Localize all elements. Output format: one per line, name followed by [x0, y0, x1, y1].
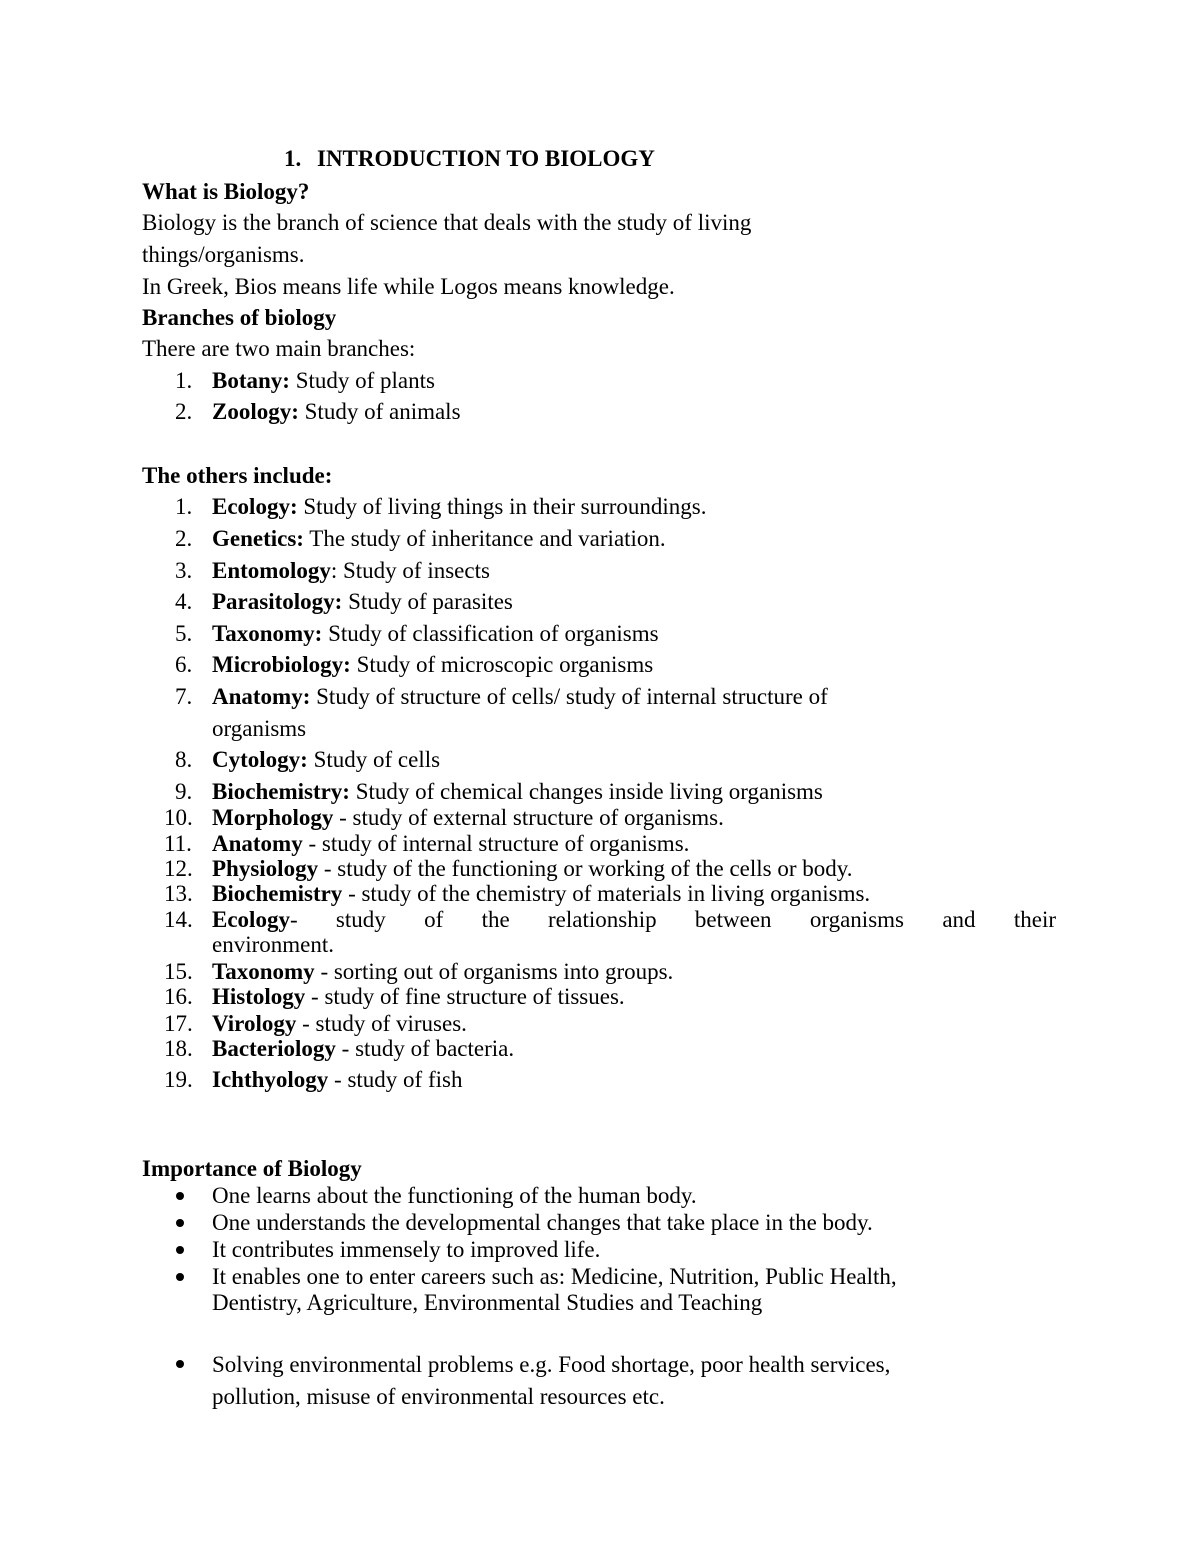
what-is-line: things/organisms. [142, 242, 305, 267]
title-number: 1. [284, 146, 302, 171]
bullet-item-continuation: Dentistry, Agriculture, Environmental Studies and Teaching [212, 1290, 763, 1315]
branches-heading: Branches of biology [142, 305, 337, 330]
list-item: Virology - study of viruses. [212, 1011, 467, 1036]
what-is-heading: What is Biology? [142, 179, 310, 204]
page-title [284, 147, 655, 170]
list-number: 1. [175, 494, 193, 519]
list-number: 8. [175, 747, 193, 772]
branches-intro: There are two main branches: [142, 336, 416, 361]
list-item: Botany: Study of plants [212, 368, 435, 393]
list-number: 7. [175, 684, 193, 709]
list-item: Ecology: Study of living things in their surroundings. [212, 494, 707, 519]
list-number: 19. [164, 1067, 193, 1092]
bullet-item-continuation: pollution, misuse of environmental resources etc. [212, 1384, 665, 1409]
bullet-icon [176, 1192, 184, 1200]
list-item: Anatomy: Study of structure of cells/ study of internal structure of [212, 684, 828, 709]
list-item: Taxonomy - sorting out of organisms into groups. [212, 959, 674, 984]
list-number: 4. [175, 589, 193, 614]
list-number: 15. [164, 959, 193, 984]
bullet-item: One understands the developmental changes that take place in the body. [212, 1210, 873, 1235]
list-number: 9. [175, 779, 193, 804]
list-number: 11. [164, 831, 192, 856]
list-item: Anatomy - study of internal structure of organisms. [212, 831, 690, 856]
list-number: 10. [164, 805, 193, 830]
list-number: 3. [175, 558, 193, 583]
list-number: 5. [175, 621, 193, 646]
bullet-icon [176, 1219, 184, 1227]
list-number: 2. [175, 399, 193, 424]
list-number: 1. [175, 368, 193, 393]
list-item: Parasitology: Study of parasites [212, 589, 513, 614]
list-item: Ichthyology - study of fish [212, 1067, 463, 1092]
list-item: Genetics: The study of inheritance and variation. [212, 526, 666, 551]
list-number: 6. [175, 652, 193, 677]
list-item: Microbiology: Study of microscopic organisms [212, 652, 654, 677]
title-text: INTRODUCTION TO BIOLOGY [317, 146, 655, 171]
list-number: 16. [164, 984, 193, 1009]
list-item: Biochemistry - study of the chemistry of materials in living organisms. [212, 881, 871, 906]
list-item: Morphology - study of external structure of organisms. [212, 805, 724, 830]
what-is-line: In Greek, Bios means life while Logos means knowledge. [142, 274, 675, 299]
list-item: Entomology: Study of insects [212, 558, 490, 583]
others-heading: The others include: [142, 463, 333, 488]
bullet-item: It enables one to enter careers such as: Medicine, Nutrition, Public Health, [212, 1264, 897, 1289]
list-item: Ecology- study of the relationship between organisms and their [212, 907, 1056, 932]
list-number: 13. [164, 881, 193, 906]
list-item: Zoology: Study of animals [212, 399, 461, 424]
list-number: 18. [164, 1036, 193, 1061]
list-item-continuation: organisms [212, 716, 307, 741]
list-item: Taxonomy: Study of classification of organisms [212, 621, 659, 646]
bullet-icon [176, 1360, 184, 1368]
bullet-item: One learns about the functioning of the human body. [212, 1183, 697, 1208]
bullet-item: It contributes immensely to improved life. [212, 1237, 601, 1262]
bullet-item: Solving environmental problems e.g. Food shortage, poor health services, [212, 1352, 891, 1377]
list-number: 14. [164, 907, 193, 932]
bullet-icon [176, 1273, 184, 1281]
list-item: Biochemistry: Study of chemical changes inside living organisms [212, 779, 823, 804]
what-is-line: Biology is the branch of science that deals with the study of living [142, 210, 752, 235]
list-item: Histology - study of fine structure of tissues. [212, 984, 625, 1009]
list-item: Physiology - study of the functioning or working of the cells or body. [212, 856, 853, 881]
bullet-icon [176, 1246, 184, 1254]
importance-heading: Importance of Biology [142, 1156, 362, 1181]
list-number: 12. [164, 856, 193, 881]
list-item-continuation: environment. [212, 932, 334, 957]
list-item: Cytology: Study of cells [212, 747, 441, 772]
list-number: 2. [175, 526, 193, 551]
list-number: 17. [164, 1011, 193, 1036]
list-item: Bacteriology - study of bacteria. [212, 1036, 515, 1061]
